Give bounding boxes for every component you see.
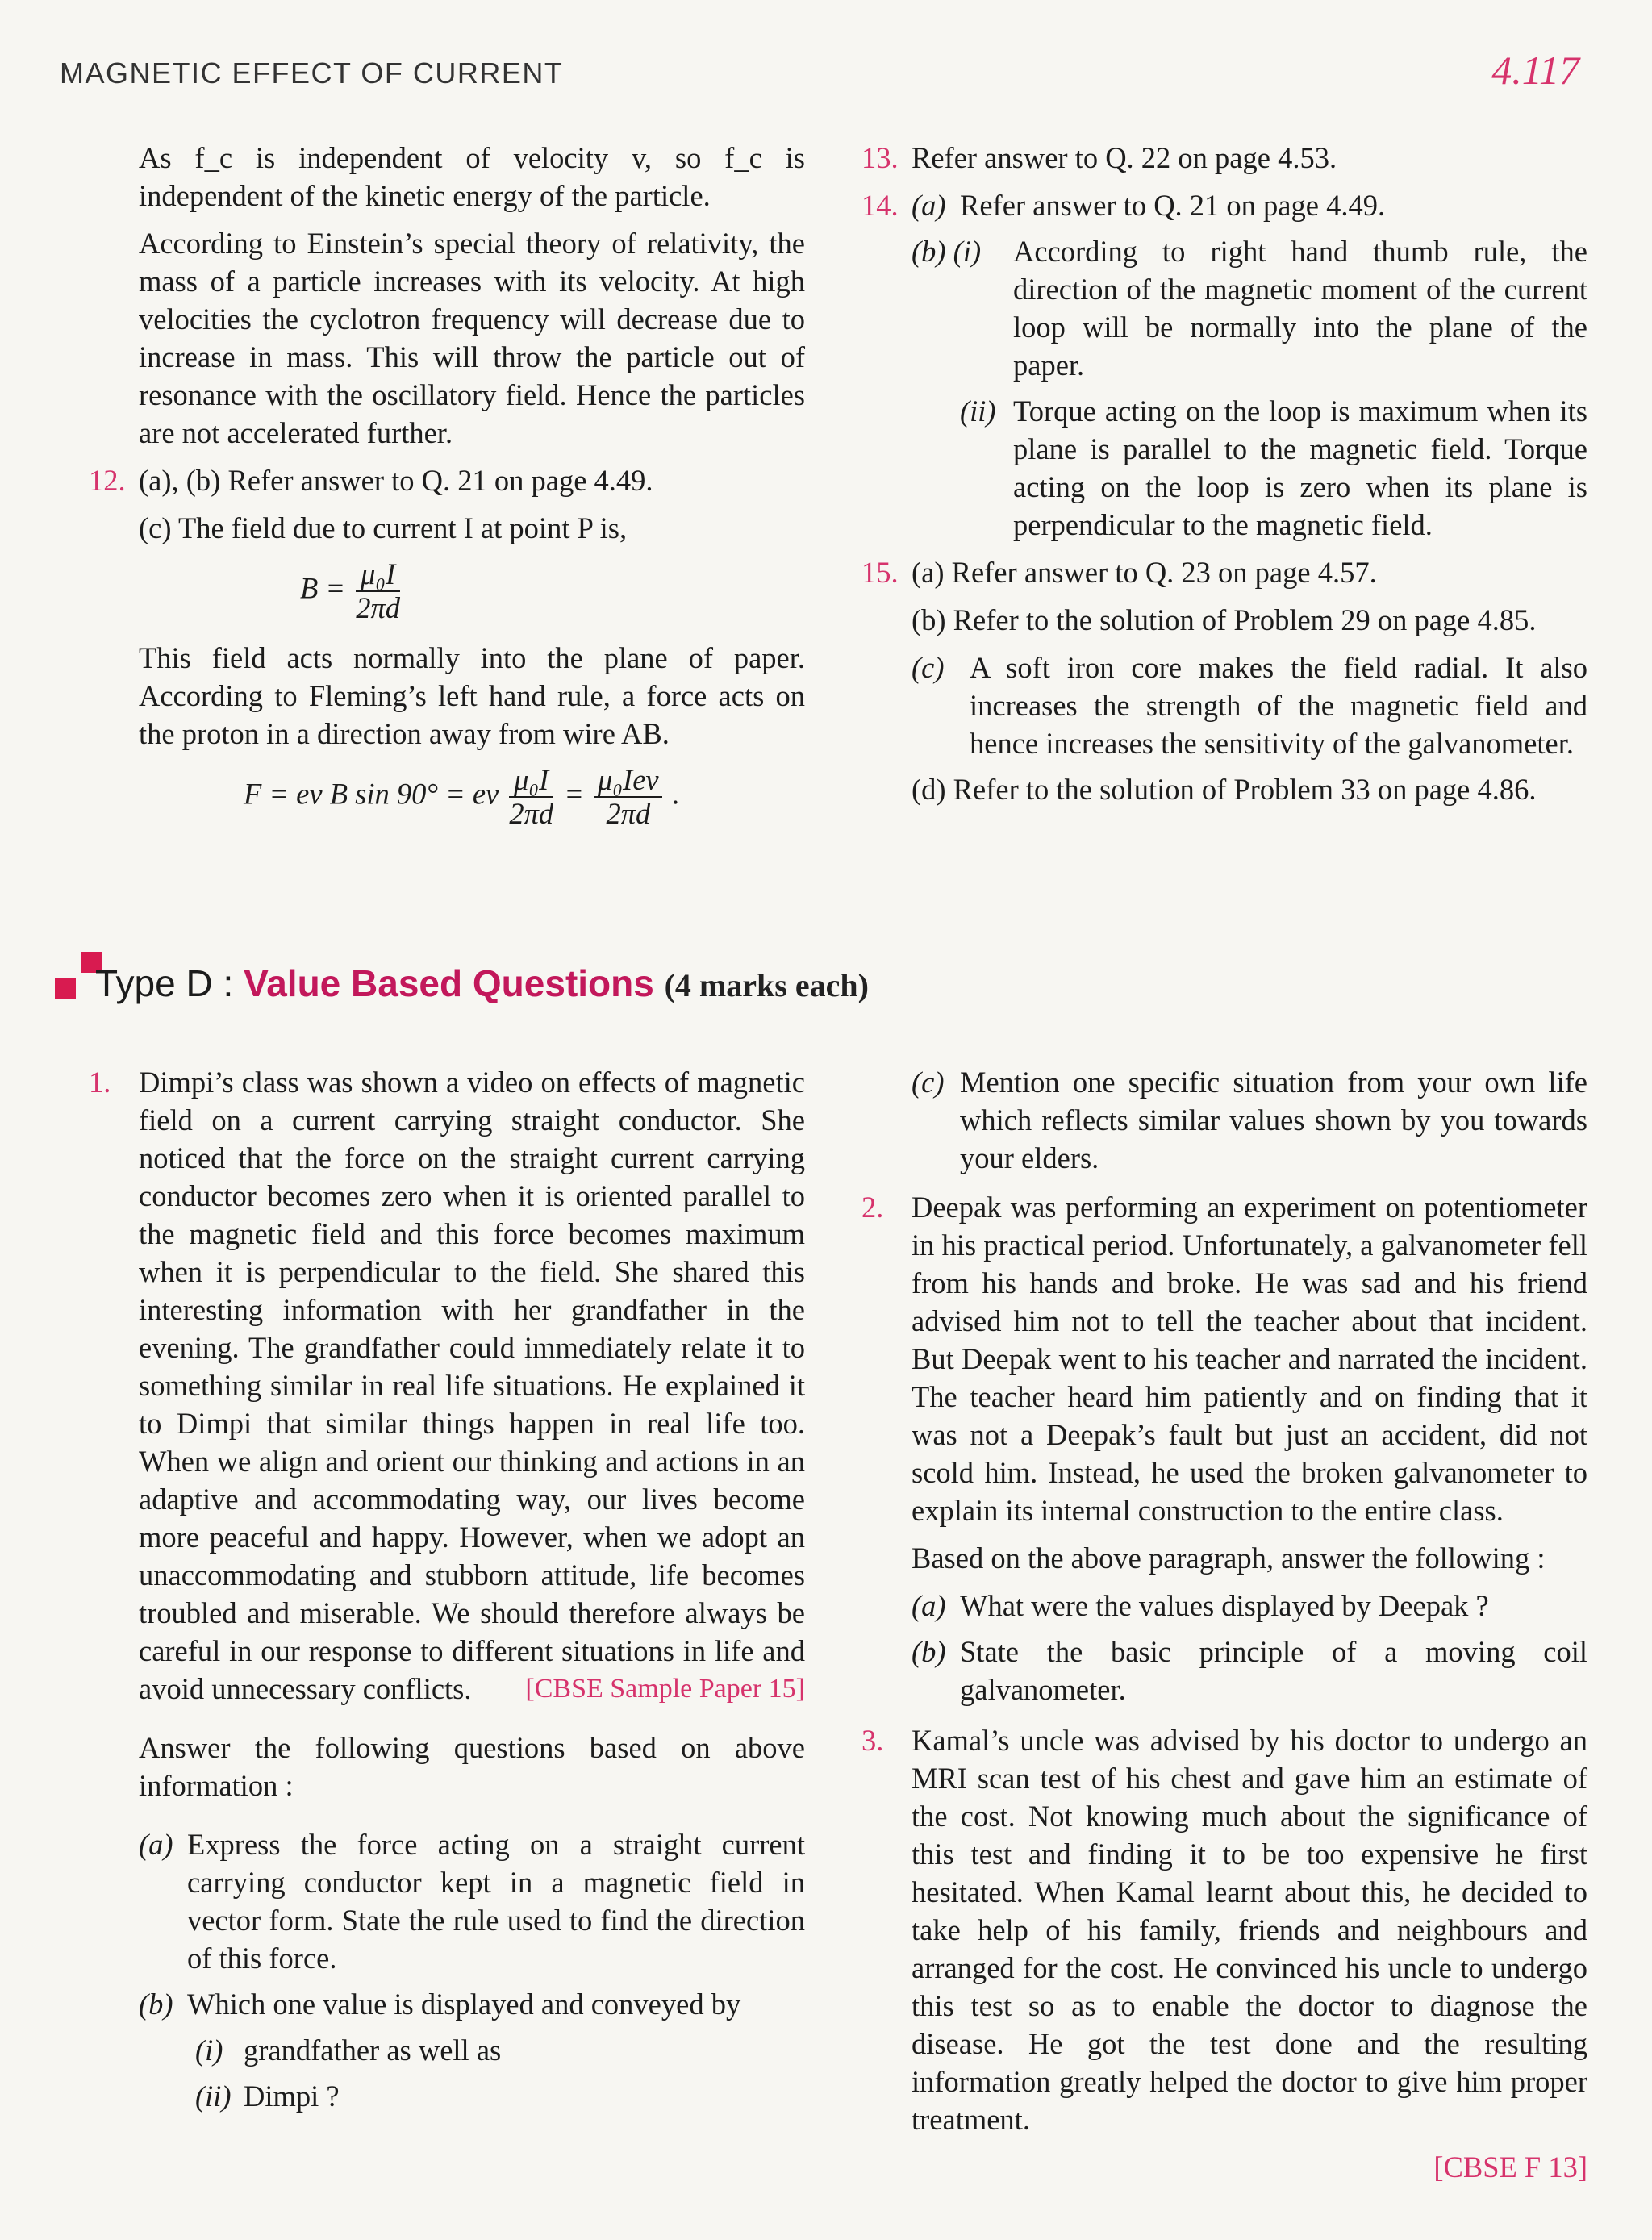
question-part xyxy=(139,1985,805,2023)
left-column-bottom xyxy=(89,1063,805,2125)
answer-part xyxy=(912,232,1587,384)
question-subpart xyxy=(139,2077,805,2115)
answer-text: (b) Refer to the solution of Problem 29 on page 4.85. xyxy=(912,603,1537,636)
part-label: (i) xyxy=(195,2034,223,2067)
paragraph: According to Einstein’s special theory of relativity, the mass of a particle increases with its velocity. At high velocities the cyclotron frequency will decrease due to increase in mass. This will throw the particle out of resonance with the oscillatory field. Hence the particles are not accelerated further. xyxy=(139,227,805,449)
part-label: (ii) xyxy=(195,2079,232,2113)
question-number: 1. xyxy=(89,1066,111,1099)
right-column-bottom xyxy=(861,1063,1587,2196)
answer-number: 13. xyxy=(861,141,899,174)
equals-sign: = xyxy=(564,777,584,811)
fraction-numerator: μ₀I xyxy=(356,558,400,592)
answer-14 xyxy=(861,186,1587,544)
fraction-denominator: 2πd xyxy=(606,797,651,830)
fraction-numerator: μ₀I xyxy=(509,764,553,798)
equation-lhs: B = xyxy=(300,571,346,605)
section-heading xyxy=(95,961,869,1005)
answer-number: 12. xyxy=(89,464,126,497)
part-label: (b) (i) xyxy=(912,235,982,268)
source-citation-line xyxy=(912,2148,1587,2186)
part-text: Express the force acting on a straight current carrying conductor kept in a magnetic field in vector form. State the rule used to find the direction of this force. xyxy=(187,1828,805,1975)
question-part xyxy=(139,1825,805,1977)
page-number: 4.117 xyxy=(1491,48,1579,93)
part-label: (a) xyxy=(912,1589,946,1622)
question-part xyxy=(912,1063,1587,1177)
answer-15 xyxy=(861,553,1587,808)
answer-12 xyxy=(89,461,805,547)
answer-13 xyxy=(861,139,1587,177)
paragraph: As f_c is independent of velocity v, so f_c is independent of the kinetic energy of the particle. xyxy=(139,141,805,212)
question-2 xyxy=(861,1188,1587,1708)
question-number: 2. xyxy=(861,1191,884,1224)
source-citation: [CBSE Sample Paper 15] xyxy=(525,1674,805,1704)
equation-force xyxy=(139,764,805,830)
part-label: (b) xyxy=(139,1988,173,2021)
answer-number: 15. xyxy=(861,556,899,589)
equation-b-field xyxy=(139,558,805,624)
paragraph: This field acts normally into the plane of paper. According to Fleming’s left hand rule, a force acts on the proton in a direction away from wire AB. xyxy=(139,641,805,750)
equation-end: . xyxy=(672,777,680,811)
question-part xyxy=(912,1633,1587,1708)
question-prompt: Answer the following questions based on above information : xyxy=(139,1731,805,1802)
question-body: Dimpi’s class was shown a video on effects of magnetic field on a current carrying straight conductor. She noticed that the force on the straight current carrying conductor becomes zero when it is oriented parallel to the magnetic field and this force becomes maximum when it is perpendicular to the field. She shared this interesting information with her grandfather in the evening. The grandfather could immediately relate it to something similar in real life situations. He explained it to Dimpi that similar things happen in real life too. When we align and orient our thinking and actions in an adaptive and accommodating way, our lives become more peaceful and happy. However, when we adopt an unaccommodating and stubborn attitude, life becomes troubled and miserable. We should therefore always be careful in our response to different situations in life and avoid unnecessary conflicts. xyxy=(139,1066,805,1705)
heading-marker-icon xyxy=(55,978,76,999)
left-column-top xyxy=(89,139,805,845)
answer-number: 14. xyxy=(861,189,899,222)
part-text: What were the values displayed by Deepak ? xyxy=(960,1589,1489,1622)
answer-text: (c) The field due to current I at point P is, xyxy=(139,511,628,544)
answer-text: (d) Refer to the solution of Problem 33 on page 4.86. xyxy=(912,773,1537,806)
part-label: (b) xyxy=(912,1635,946,1668)
question-text: Kamal’s uncle was advised by his doctor to undergo an MRI scan test of his chest and gave him an estimate of the cost. Not knowing much about the significance of this test and finding it to be too expensive he first hesitated. When Kamal learnt about this, he decided to take help of his family, friends and neighbours and arranged for the cost. He convinced his uncle to undergo this test so as to enable the doctor to diagnose the disease. He got the test done and the resulting information greatly helped the doctor to give him proper treatment. xyxy=(912,1724,1587,2136)
fraction xyxy=(509,764,553,830)
answer-text: (a), (b) Refer answer to Q. 21 on page 4.49. xyxy=(139,464,653,497)
question-number: 3. xyxy=(861,1724,884,1757)
equation-lhs: F = ev B sin 90° = ev xyxy=(244,777,499,811)
part-text: grandfather as well as xyxy=(244,2034,502,2067)
question-part xyxy=(912,1587,1587,1625)
answer-part xyxy=(912,649,1587,762)
right-column-top xyxy=(861,139,1587,818)
question-3 xyxy=(861,1721,1587,2186)
part-label: (a) xyxy=(139,1828,173,1861)
question-prompt: Based on the above paragraph, answer the following : xyxy=(912,1541,1546,1575)
part-label: (c) xyxy=(912,1066,945,1099)
answer-part xyxy=(912,186,1587,224)
question-subpart xyxy=(139,2031,805,2069)
question-text xyxy=(139,1063,805,1708)
question-1 xyxy=(89,1063,805,2115)
part-label: (ii) xyxy=(960,394,996,428)
part-text: Which one value is displayed and conveyed by xyxy=(187,1988,741,2021)
answer-text: A soft iron core makes the field radial. It also increases the strength of the magnetic field and hence increases the sensitivity of the galvanometer. xyxy=(970,651,1587,760)
running-head: MAGNETIC EFFECT OF CURRENT xyxy=(60,56,564,90)
fraction-denominator: 2πd xyxy=(509,797,554,830)
part-text: State the basic principle of a moving coil galvanometer. xyxy=(960,1635,1587,1706)
answer-text: According to right hand thumb rule, the direction of the magnetic moment of the current loop will be normally into the plane of the paper. xyxy=(1013,235,1587,382)
part-label: (c) xyxy=(912,651,945,684)
answer-part xyxy=(912,392,1587,544)
section-type-label: Type D : xyxy=(95,962,234,1004)
fraction xyxy=(356,558,400,624)
answer-text: Refer answer to Q. 22 on page 4.53. xyxy=(912,141,1337,174)
fraction xyxy=(594,764,662,830)
section-title: Value Based Questions xyxy=(244,962,654,1004)
part-text: Dimpi ? xyxy=(244,2079,340,2113)
fraction-numerator: μ₀Iev xyxy=(594,764,662,798)
source-citation: [CBSE F 13] xyxy=(1433,2150,1587,2184)
answer-text: Torque acting on the loop is maximum when its plane is parallel to the magnetic field. Torque acting on the loop is zero when its plane is perpendicular to the magnetic field. xyxy=(1013,394,1587,541)
answer-text: Refer answer to Q. 21 on page 4.49. xyxy=(960,189,1386,222)
question-text: Deepak was performing an experiment on potentiometer in his practical period. Unfortunately, a galvanometer fell from his hands and broke. He was sad and his friend advised him not to tell the teacher about that incident. But Deepak went to his teacher and narrated the incident. The teacher heard him patiently and on finding that it was not a Deepak’s fault but just an accident, did not scold him. Instead, he used the broken galvanometer to explain its internal construction to the entire class. xyxy=(912,1191,1587,1527)
part-label: (a) xyxy=(912,189,946,222)
part-text: Mention one specific situation from your own life which reflects similar values shown by you towards your elders. xyxy=(960,1066,1587,1174)
section-marks: (4 marks each) xyxy=(664,967,869,1003)
answer-text: (a) Refer answer to Q. 23 on page 4.57. xyxy=(912,556,1377,589)
fraction-denominator: 2πd xyxy=(356,591,400,624)
